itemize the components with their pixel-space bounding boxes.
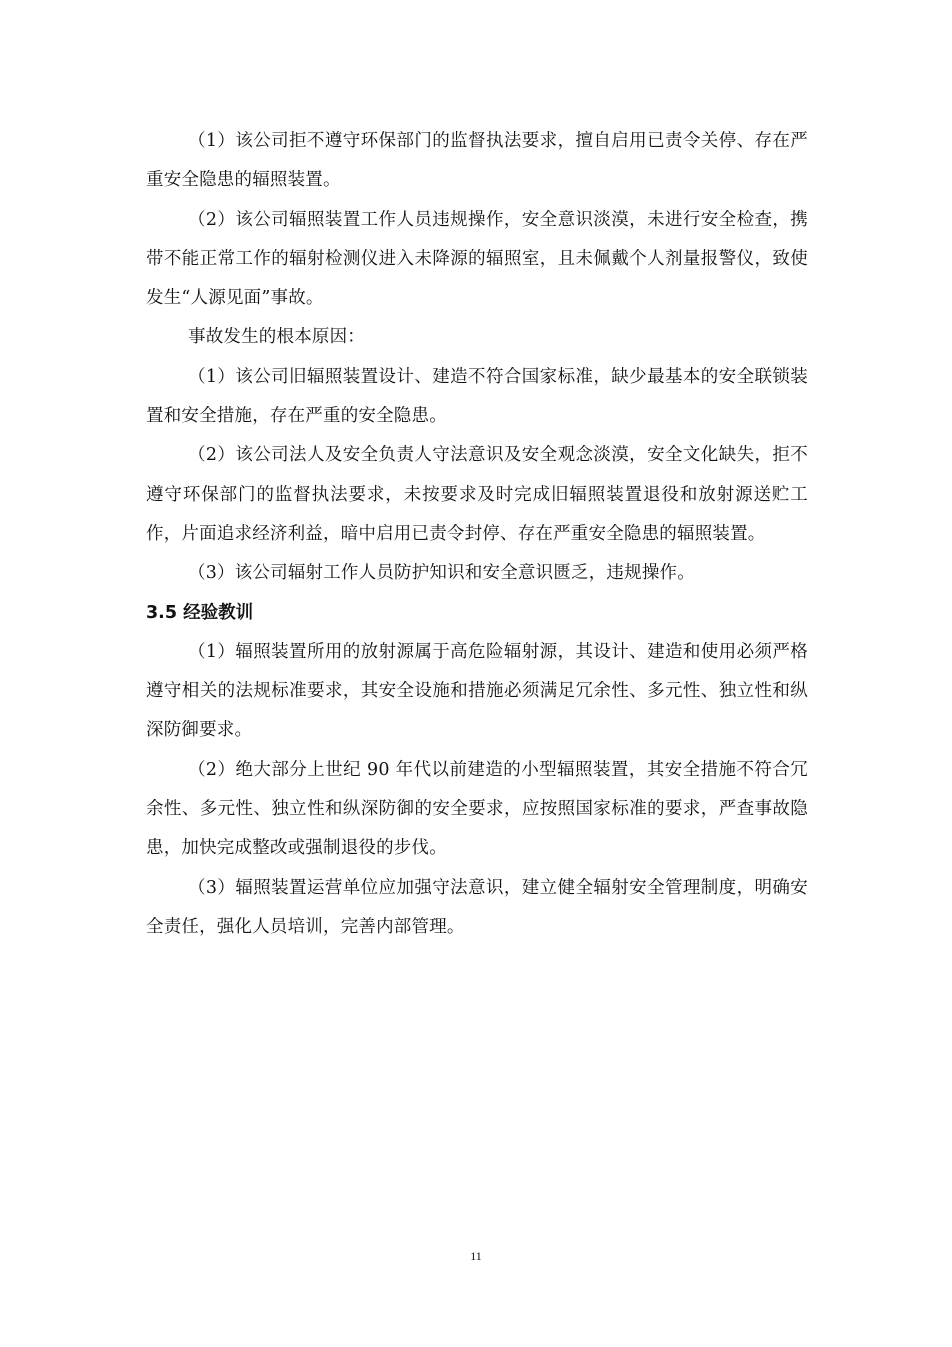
paragraph-cause-1: （1）该公司拒不遵守环保部门的监督执法要求，擅自启用已责令关停、存在严重安全隐患的辐照装置。: [146, 131, 808, 191]
paragraph-lesson-3: （3）辐照装置运营单位应加强守法意识，建立健全辐射安全管理制度，明确安全责任，强化人员培训，完善内部管理。: [146, 877, 808, 937]
page-body: [146, 122, 808, 947]
paragraph-root-cause-3: （3）该公司辐射工作人员防护知识和安全意识匮乏，违规操作。: [188, 563, 695, 584]
paragraph-root-cause-intro: 事故发生的根本原因：: [188, 327, 365, 348]
section-heading: 3.5 经验教训: [146, 602, 254, 623]
paragraph-cause-2: （2）该公司辐照装置工作人员违规操作，安全意识淡漠，未进行安全检查，携带不能正常工作的辐射检测仪进入未降源的辐照室，且未佩戴个人剂量报警仪，致使发生“人源见面”事故。: [146, 209, 808, 309]
paragraph-root-cause-1: （1）该公司旧辐照装置设计、建造不符合国家标准，缺少最基本的安全联锁装置和安全措施，存在严重的安全隐患。: [146, 366, 808, 427]
page-number: 11: [470, 1249, 482, 1263]
paragraph-root-cause-2: （2）该公司法人及安全负责人守法意识及安全观念淡漠，安全文化缺失，拒不遵守环保部门的监督执法要求，未按要求及时完成旧辐照装置退役和放射源送贮工作，片面追求经济利益，暗中启用已责令封停、存在严重安全隐患的辐照装置。: [146, 445, 808, 544]
paragraph-lesson-1: （1）辐照装置所用的放射源属于高危险辐射源，其设计、建造和使用必须严格遵守相关的法规标准要求，其安全设施和措施必须满足冗余性、多元性、独立性和纵深防御要求。: [146, 641, 808, 741]
paragraph-lesson-2: （2）绝大部分上世纪 90 年代以前建造的小型辐照装置，其安全措施不符合冗余性、多元性、独立性和纵深防御的安全要求，应按照国家标准的要求，严查事故隐患，加快完成整改或强制退役的步伐。: [146, 759, 808, 859]
